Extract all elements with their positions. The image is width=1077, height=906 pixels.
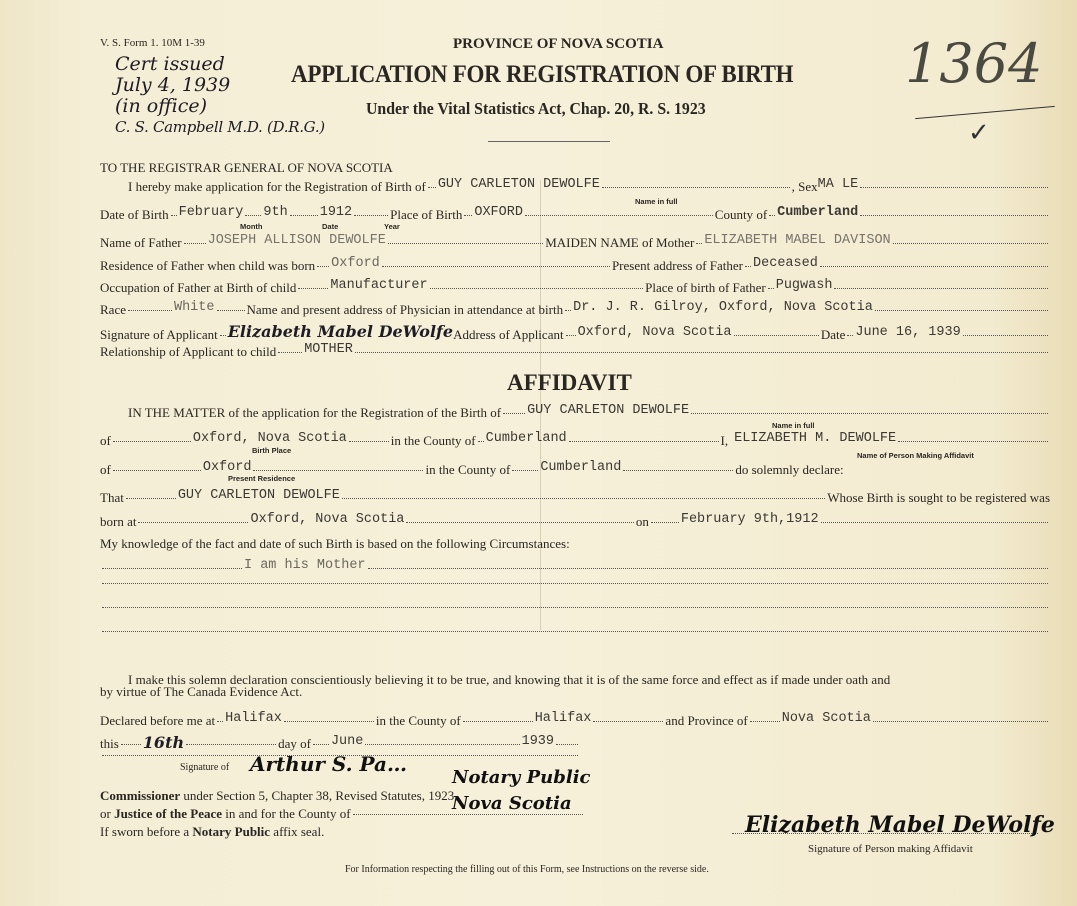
label: Justice of the Peace [114,806,223,821]
deponent-signature: Elizabeth Mabel DeWolfe [745,812,1055,838]
dotted-leader [430,288,644,289]
label: MAIDEN NAME of Mother [545,235,695,250]
notary-signature: Arthur S. Pa… [250,752,407,776]
county-value: Cumberland [540,460,622,475]
note-line: (in office) [115,95,208,117]
justice-line [100,806,585,822]
dotted-leader [128,310,172,311]
affidavit-child-name: GUY CARLETON DEWOLFE [527,403,690,418]
dotted-leader [278,352,302,353]
dotted-leader [565,310,571,311]
dob-month-value: February [178,205,244,220]
label: Place of birth of Father [645,280,766,295]
dotted-leader [463,721,533,722]
dotted-leader [113,441,191,442]
label: or [100,806,111,821]
dotted-leader [217,310,245,311]
birthplace-row [100,433,1050,450]
occupation-row [100,280,1050,297]
handwritten-note [115,54,325,138]
subtitle: Under the Vital Statistics Act, Chap. 20, R. S. 1923 [366,99,706,118]
label: Date of Birth [100,207,169,222]
label: Signature of Applicant [100,327,218,342]
dotted-leader [569,441,719,442]
born-on-value: February 9th,1912 [680,512,819,527]
label: on [635,514,649,529]
dotted-leader [184,243,206,244]
province-heading: PROVINCE OF NOVA SCOTIA [453,36,664,52]
blank-line [100,586,1050,587]
year-value: 1939 [521,734,554,749]
dotted-leader [388,243,543,244]
applicant-address-value: Oxford, Nova Scotia [577,325,732,340]
dotted-leader [691,413,1048,414]
dotted-leader [847,335,853,336]
county-value: Cumberland [485,431,567,446]
label: My knowledge of the fact and date of such Birth is based on the following Circumstances: [100,536,570,551]
dotted-leader [317,266,329,267]
dob-year-value: 1912 [319,205,353,220]
circumstances-value: I am his Mother [244,558,366,573]
dotted-leader [126,498,176,499]
dotted-leader [428,187,436,188]
label: County of [714,207,768,222]
dotted-leader [102,607,1048,608]
label: Commissioner [100,788,181,803]
label: Whose Birth is sought to be registered was [827,490,1050,505]
dotted-leader [651,522,679,523]
affidavit-heading: AFFIDAVIT [507,370,632,395]
caption: Name in full [635,197,678,206]
dotted-leader [821,522,1048,523]
declaration-text: I make this solemn declaration conscientiously believing it to be true, and knowing that it is of the same force and effect as if made under oath and [128,672,891,687]
label: Race [100,302,126,317]
dotted-leader [768,288,774,289]
addressee [100,160,393,176]
label: of [100,433,111,448]
dotted-leader [860,215,1048,216]
label: affix seal. [273,824,325,839]
knowledge-row [100,536,570,552]
label: I, [720,433,729,448]
label: Relationship of Applicant to child [100,344,277,359]
residence-row [100,258,1050,275]
caption: Name in full [772,421,815,430]
label: this [100,736,119,751]
dotted-leader [898,441,1048,442]
dotted-leader [349,441,389,442]
declared-at-value: Halifax [225,711,282,726]
province-value: Nova Scotia [781,711,871,726]
dotted-leader [593,721,663,722]
relationship-row [100,344,1050,361]
race-value: White [173,300,215,315]
label: do solemnly declare: [735,462,844,477]
page-title: APPLICATION FOR REGISTRATION OF BIRTH [291,61,794,88]
label: and Province of [665,713,748,728]
dotted-leader [503,413,525,414]
declared-county-value: Halifax [534,711,592,726]
dotted-leader [382,266,610,267]
dotted-leader [298,288,328,289]
month-value: June [330,734,364,749]
notary-title: Notary Public [452,767,591,788]
day-value: 16th [142,733,185,752]
caption: Present Residence [228,474,296,483]
place-value: OXFORD [474,205,523,220]
birth-place-value: Oxford, Nova Scotia [192,431,347,446]
dotted-leader [253,470,423,471]
dotted-leader [406,522,633,523]
county-value: Cumberland [777,205,859,220]
dotted-leader [875,310,1048,311]
note-line: Cert issued [115,53,225,75]
label: Occupation of Father at Birth of child [100,280,297,295]
deponent-value: ELIZABETH M. DEWOLFE [734,431,897,446]
footer-note: For Information respecting the filling out of this Form, see Instructions on the reverse side. [345,864,709,875]
label: Residence of Father when child was born [100,258,316,273]
occupation-value: Manufacturer [330,278,428,293]
dotted-leader [354,215,388,216]
matter-row [128,405,1050,422]
caption: Date [322,222,339,231]
addressee-text: TO THE REGISTRAR GENERAL OF NOVA SCOTIA [100,160,393,175]
dotted-leader [313,744,329,745]
title-rule [488,141,610,142]
commissioner-line [100,788,457,804]
dotted-leader [769,215,775,216]
dotted-leader [368,568,1048,569]
label: day of [278,736,311,751]
dotted-leader [478,441,484,442]
dotted-leader [556,744,578,745]
label: IN THE MATTER of the application for the Registration of the Birth of [128,405,502,420]
dotted-leader [820,266,1048,267]
dotted-leader [893,243,1048,244]
dotted-leader [290,215,318,216]
dotted-leader [102,583,1048,584]
label: born at [100,514,137,529]
born-at-value: Oxford, Nova Scotia [250,512,405,527]
dotted-leader [186,744,276,745]
caption: Year [384,222,400,231]
caption: Birth Place [252,446,292,455]
caption: Month [240,222,263,231]
circumstances-row [100,558,1050,577]
born-row [100,514,1050,531]
signature-of-label: Signature of [180,762,230,773]
dotted-leader [102,631,1048,632]
signature-row [100,324,1050,344]
dotted-leader [220,335,226,336]
form-number: V. S. Form 1. 10M 1-39 [100,37,205,49]
sex-value: MA LE [817,177,859,192]
application-date-value: June 16, 1939 [855,325,961,340]
caption: Name of Person Making Affidavit [857,451,974,460]
handwritten-number: 1364 [905,32,1043,95]
physician-value: Dr. J. R. Gilroy, Oxford, Nova Scotia [573,300,873,315]
father-value: JOSEPH ALLISON DEWOLFE [207,233,386,248]
label: under Section 5, Chapter 38, Revised Statutes, 1923, [183,788,458,803]
residence-value: Oxford [331,256,380,271]
dotted-leader [750,721,780,722]
declared-row [100,713,1050,730]
date-sworn-row [100,733,580,753]
label: Name and present address of Physician in attendance at birth [246,302,564,317]
label: If sworn before a [100,824,190,839]
dotted-leader [245,215,261,216]
label: Declared before me at [100,713,216,728]
blank-line [100,610,1050,611]
mother-value: ELIZABETH MABEL DAVISON [704,233,891,248]
dotted-leader [121,744,141,745]
sworn-line [100,824,324,840]
dotted-leader [171,215,177,216]
dotted-leader [623,470,733,471]
dotted-leader [873,721,1048,722]
checkmark-icon: ✓ [968,118,990,147]
parents-row [100,235,1050,252]
label: in the County of [425,462,511,477]
dotted-leader [284,721,374,722]
race-row [100,302,1050,319]
dotted-leader [102,568,242,569]
note-line: July 4, 1939 [115,74,231,96]
label: That [100,490,124,505]
dotted-leader [525,215,713,216]
present-address-value: Deceased [753,256,818,271]
relationship-value: MOTHER [304,342,353,357]
declaration-text: by virtue of The Canada Evidence Act. [100,684,303,699]
note-line: C. S. Campbell M.D. (D.R.G.) [115,118,325,136]
dotted-leader [602,187,790,188]
dob-date-value: 9th [263,205,288,220]
dotted-leader [355,352,1048,353]
declaration-line [100,684,302,700]
dotted-leader [734,335,819,336]
dotted-leader [566,335,576,336]
dotted-leader [512,470,538,471]
dotted-leader [365,744,519,745]
dotted-leader [860,187,1048,188]
child-name-row [128,179,1050,196]
label: in the County of [375,713,461,728]
that-name-value: GUY CARLETON DEWOLFE [177,488,340,503]
child-name-value: GUY CARLETON DEWOLFE [437,177,600,192]
residence-value: Oxford [202,460,252,475]
dotted-leader [113,470,201,471]
label: Address of Applicant [453,327,564,342]
deponent-signature-caption: Signature of Person making Affidavit [808,843,973,855]
blank-line [100,634,1050,635]
applicant-signature: Elizabeth Mabel DeWolfe [227,322,454,341]
label: Name of Father [100,235,182,250]
label: of [100,462,111,477]
label: , Sex [791,179,818,194]
dotted-leader [342,498,825,499]
label: in the County of [390,433,476,448]
dotted-leader [745,266,751,267]
dotted-leader [464,215,472,216]
notary-county: Nova Scotia [452,793,572,814]
label: Present address of Father [611,258,744,273]
dotted-leader [138,522,248,523]
that-row [100,490,1050,507]
label: Date [820,327,846,342]
label: in and for the County of [225,806,351,821]
label: Notary Public [192,824,271,839]
dotted-leader [963,335,1048,336]
dotted-leader [353,814,583,815]
dotted-leader [217,721,223,722]
label: I hereby make application for the Registration of Birth of [128,179,426,194]
dotted-leader [834,288,1048,289]
father-birthplace-value: Pugwash [775,278,833,293]
label: Place of Birth [390,207,463,222]
dotted-leader [696,243,702,244]
